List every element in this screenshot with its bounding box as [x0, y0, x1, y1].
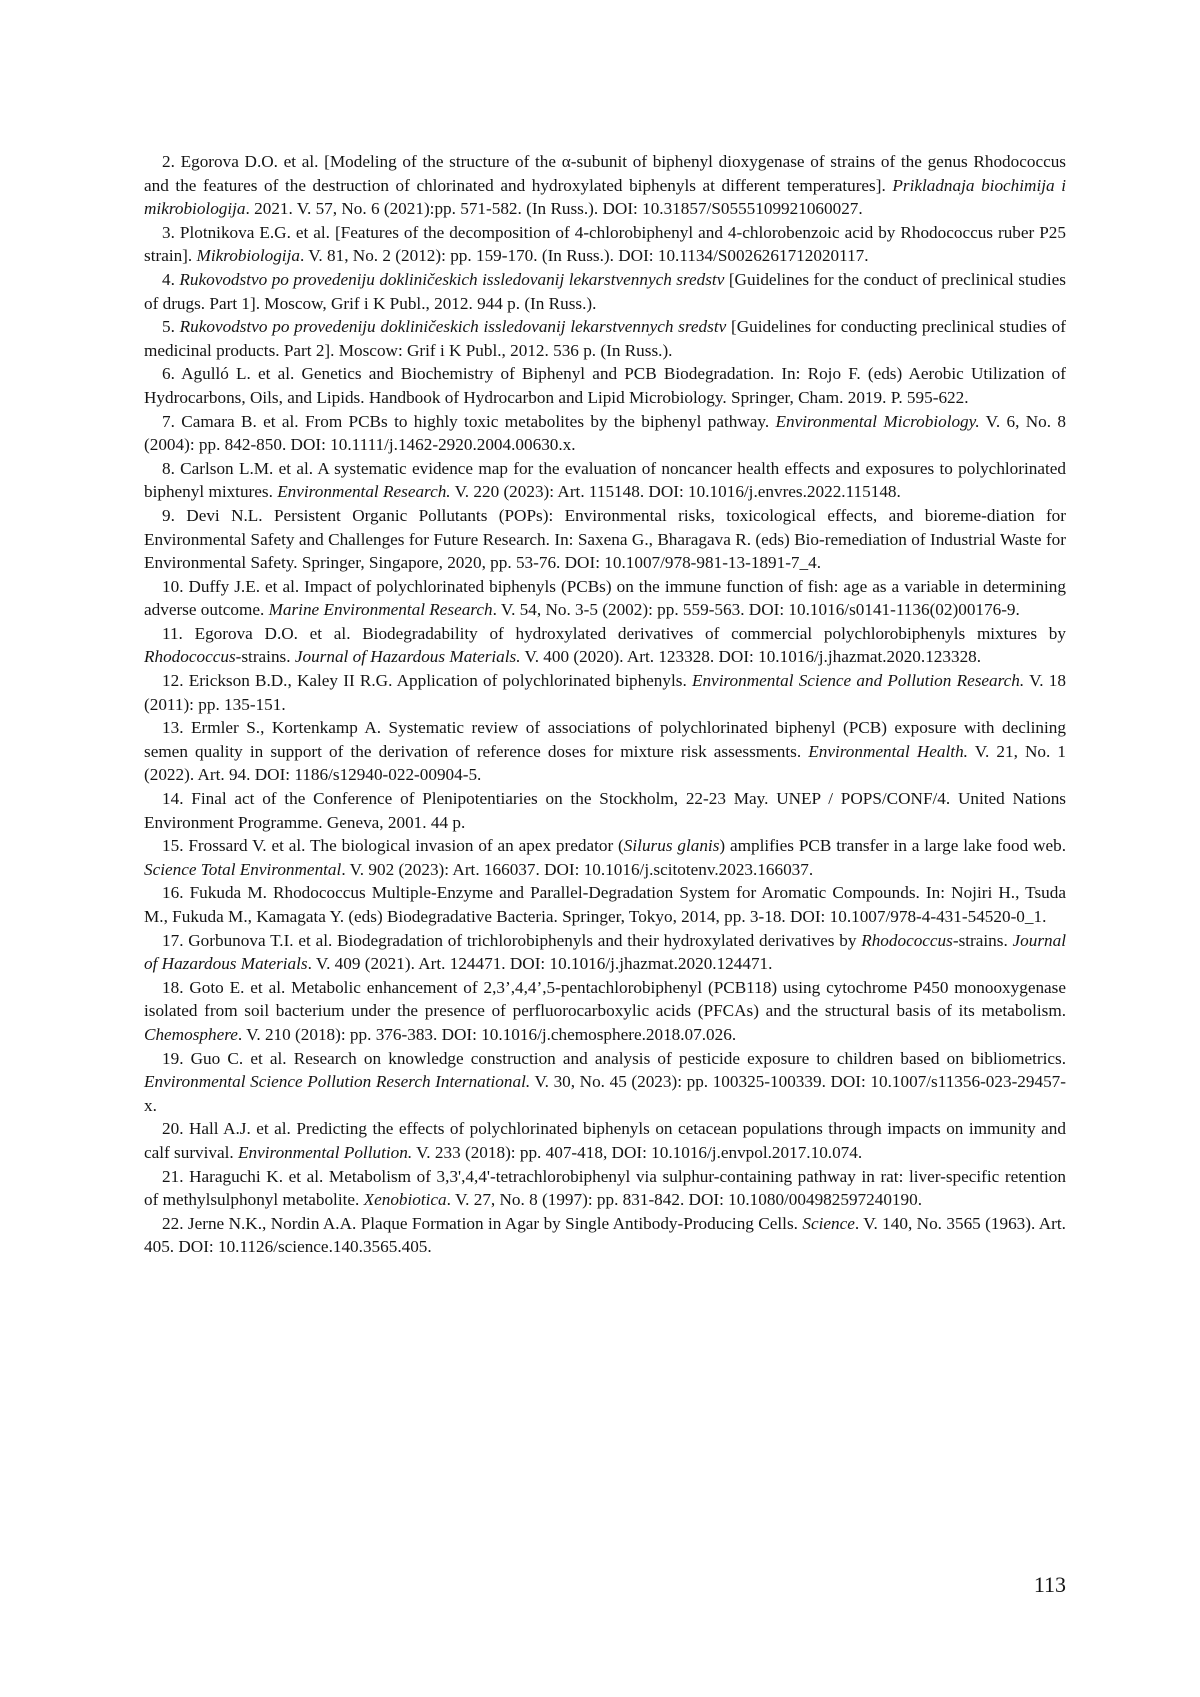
reference-item: [144, 669, 1066, 716]
reference-item: [144, 457, 1066, 504]
reference-source-title: Rukovodstvo po provedeniju dokliničeskich issledovanij lekarstvennych sredstv: [179, 270, 724, 289]
reference-text: Camara B. et al. From PCBs to highly toxic metabolites by the biphenyl pathway.: [175, 412, 776, 431]
reference-text: [Guidelines for conducting preclinical studies of medicinal products. Part 2]. Moscow: Grif i K Publ., 2012. 536 p. (In Russ.).: [144, 317, 1066, 360]
reference-item: [144, 929, 1066, 976]
reference-text: Goto E. et al. Metabolic enhancement of 2,3’,4,4’,5-pentachlorobiphenyl (PCB118) using cytochrome P450 monooxygenase isolated from soil bacterium under the presence of perfluorocarboxylic acids (PFCAs) and the structural basis of its metabolism.: [144, 978, 1066, 1021]
reference-number: 11.: [162, 624, 183, 643]
reference-number: 4.: [162, 270, 175, 289]
reference-source-title: Mikrobiologija: [197, 246, 300, 265]
reference-item: [144, 504, 1066, 575]
reference-number: 22.: [162, 1214, 183, 1233]
reference-item: [144, 268, 1066, 315]
reference-text: V. 21, No. 1 (2022). Art. 94. DOI: 1186/s12940-022-00904-5.: [144, 742, 1066, 785]
reference-text: Ermler S., Kortenkamp A. Systematic review of associations of polychlorinated biphenyl (PCB) exposure with declining semen quality in support of the derivation of reference doses for mixture risk assessments.: [144, 718, 1066, 761]
reference-item: [144, 150, 1066, 221]
reference-source-title: Rhodococcus: [861, 931, 953, 950]
reference-source-title: Environmental Research.: [277, 482, 450, 501]
reference-number: 13.: [162, 718, 183, 737]
reference-number: 21.: [162, 1167, 183, 1186]
reference-item: [144, 575, 1066, 622]
reference-item: [144, 834, 1066, 881]
reference-number: 7.: [162, 412, 175, 431]
reference-number: 8.: [162, 459, 175, 478]
reference-number: 2.: [162, 152, 175, 171]
reference-text: . V. 902 (2023): Art. 166037. DOI: 10.1016/j.scitotenv.2023.166037.: [341, 860, 813, 879]
reference-number: 19.: [162, 1049, 183, 1068]
reference-item: [144, 881, 1066, 928]
reference-text: Erickson B.D., Kaley II R.G. Application of polychlorinated biphenyls.: [183, 671, 691, 690]
reference-text: Hall A.J. et al. Predicting the effects of polychlorinated biphenyls on cetacean populations through impacts on immunity and calf survival.: [144, 1119, 1066, 1162]
reference-number: 12.: [162, 671, 183, 690]
reference-source-title: Prikladnaja biochimija i mikrobiologija: [144, 176, 1066, 219]
reference-text: Haraguchi K. et al. Metabolism of 3,3',4,4'-tetrachlorobiphenyl via sulphur-containing pathway in rat: liver-specific retention of methylsulphonyl metabolite.: [144, 1167, 1066, 1210]
reference-text: V. 400 (2020). Art. 123328. DOI: 10.1016/j.jhazmat.2020.123328.: [521, 647, 982, 666]
reference-source-title: Xenobiotica: [364, 1190, 447, 1209]
reference-item: [144, 976, 1066, 1047]
reference-text: V. 30, No. 45 (2023): pp. 100325-100339. DOI: 10.1007/s11356-023-29457-x.: [144, 1072, 1066, 1115]
reference-number: 14.: [162, 789, 183, 808]
reference-text: Plotnikova E.G. et al. [Features of the decomposition of 4-chlorobiphenyl and 4-chlorobenzoic acid by Rhodococcus ruber P25 strain].: [144, 223, 1066, 266]
reference-list: [144, 150, 1066, 1259]
reference-source-title: Silurus glanis: [624, 836, 720, 855]
reference-number: 3.: [162, 223, 175, 242]
reference-source-title: Environmental Microbiology.: [776, 412, 980, 431]
reference-item: [144, 1165, 1066, 1212]
reference-text: Carlson L.M. et al. A systematic evidence map for the evaluation of noncancer health effects and exposures to polychlorinated biphenyl mixtures.: [144, 459, 1066, 502]
reference-source-title: Journal of Hazardous Materials: [144, 931, 1066, 974]
reference-text: [Guidelines for the conduct of preclinical studies of drugs. Part 1]. Moscow, Grif i K Publ., 2012. 944 p. (In Russ.).: [144, 270, 1066, 313]
reference-number: 17.: [162, 931, 183, 950]
reference-text: . V. 210 (2018): pp. 376-383. DOI: 10.1016/j.chemosphere.2018.07.026.: [238, 1025, 736, 1044]
reference-number: 16.: [162, 883, 183, 902]
reference-number: 20.: [162, 1119, 183, 1138]
reference-item: [144, 362, 1066, 409]
reference-text: Egorova D.O. et al. [Modeling of the structure of the α-subunit of biphenyl dioxygenase of strains of the genus Rhodococcus and the features of the destruction of chlorinated and hydroxylated biphenyls at different temperatures].: [144, 152, 1066, 195]
reference-item: [144, 787, 1066, 834]
reference-source-title: Environmental Science and Pollution Research.: [692, 671, 1024, 690]
reference-text: . V. 54, No. 3-5 (2002): pp. 559-563. DOI: 10.1016/s0141-1136(02)00176-9.: [493, 600, 1020, 619]
reference-text: . V. 81, No. 2 (2012): pp. 159-170. (In Russ.). DOI: 10.1134/S0026261712020117.: [300, 246, 869, 265]
reference-text: V. 220 (2023): Art. 115148. DOI: 10.1016/j.envres.2022.115148.: [451, 482, 901, 501]
reference-source-title: Environmental Science Pollution Reserch International.: [144, 1072, 530, 1091]
reference-text: ) amplifies PCB transfer in a large lake food web.: [719, 836, 1066, 855]
reference-text: Jerne N.K., Nordin A.A. Plaque Formation in Agar by Single Antibody-Producing Cells.: [183, 1214, 802, 1233]
reference-source-title: Journal of Hazardous Materials.: [295, 647, 521, 666]
reference-text: Egorova D.O. et al. Biodegradability of hydroxylated derivatives of commercial polychlorobiphenyls mixtures by: [183, 624, 1066, 643]
reference-number: 6.: [162, 364, 175, 383]
page-number: 113: [1034, 1572, 1066, 1598]
reference-text: Agulló L. et al. Genetics and Biochemistry of Biphenyl and PCB Biodegradation. In: Rojo F. (eds) Aerobic Utilization of Hydrocarbons, Oils, and Lipids. Handbook of Hydrocarbon and Lipid Microbiology. Springer, Cham. 2019. P. 595-622.: [144, 364, 1066, 407]
reference-item: [144, 1117, 1066, 1164]
reference-number: 5.: [162, 317, 175, 336]
reference-text: V. 18 (2011): pp. 135-151.: [144, 671, 1066, 714]
reference-item: [144, 622, 1066, 669]
reference-text: . V. 140, No. 3565 (1963). Art. 405. DOI: 10.1126/science.140.3565.405.: [144, 1214, 1066, 1257]
reference-text: . V. 27, No. 8 (1997): pp. 831-842. DOI: 10.1080/004982597240190.: [447, 1190, 922, 1209]
reference-source-title: Environmental Health.: [808, 742, 968, 761]
reference-text: Guo C. et al. Research on knowledge construction and analysis of pesticide exposure to children based on bibliometrics.: [183, 1049, 1066, 1068]
reference-number: 10.: [162, 577, 183, 596]
reference-text: . V. 409 (2021). Art. 124471. DOI: 10.1016/j.jhazmat.2020.124471.: [308, 954, 773, 973]
reference-item: [144, 410, 1066, 457]
reference-text: . 2021. V. 57, No. 6 (2021):pp. 571-582. (In Russ.). DOI: 10.31857/S0555109921060027.: [246, 199, 863, 218]
reference-item: [144, 716, 1066, 787]
reference-text: Frossard V. et al. The biological invasion of an apex predator (: [183, 836, 623, 855]
reference-text: Gorbunova T.I. et al. Biodegradation of trichlorobiphenyls and their hydroxylated derivatives by: [183, 931, 861, 950]
reference-source-title: Science: [802, 1214, 854, 1233]
reference-text: Final act of the Conference of Plenipotentiaries on the Stockholm, 22-23 May. UNEP / POPS/CONF/4. United Nations Environment Programme. Geneva, 2001. 44 p.: [144, 789, 1066, 832]
reference-source-title: Rhodococcus: [144, 647, 236, 666]
reference-text: -strains.: [953, 931, 1013, 950]
reference-item: [144, 315, 1066, 362]
reference-text: Fukuda M. Rhodococcus Multiple-Enzyme and Parallel-Degradation System for Aromatic Compounds. In: Nojiri H., Tsuda M., Fukuda M., Kamagata Y. (eds) Biodegradative Bacteria. Springer, Tokyo, 2014, pp. 3-18. DOI: 10.1007/978-4-431-54520-0_1.: [144, 883, 1066, 926]
reference-source-title: Science Total Environmental: [144, 860, 341, 879]
reference-source-title: Marine Environmental Research: [269, 600, 493, 619]
reference-item: [144, 221, 1066, 268]
reference-text: -strains.: [236, 647, 295, 666]
reference-source-title: Chemosphere: [144, 1025, 238, 1044]
reference-number: 15.: [162, 836, 183, 855]
reference-item: [144, 1212, 1066, 1259]
reference-source-title: Rukovodstvo po provedeniju dokliničeskich issledovanij lekarstvennych sredstv: [180, 317, 727, 336]
reference-number: 18.: [162, 978, 183, 997]
reference-source-title: Environmental Pollution.: [238, 1143, 412, 1162]
reference-item: [144, 1047, 1066, 1118]
reference-text: V. 6, No. 8 (2004): pp. 842-850. DOI: 10.1111/j.1462-2920.2004.00630.x.: [144, 412, 1066, 455]
reference-number: 9.: [162, 506, 175, 525]
reference-text: V. 233 (2018): pp. 407-418, DOI: 10.1016/j.envpol.2017.10.074.: [412, 1143, 862, 1162]
reference-text: Duffy J.E. et al. Impact of polychlorinated biphenyls (PCBs) on the immune function of fish: age as a variable in determining adverse outcome.: [144, 577, 1066, 620]
reference-text: Devi N.L. Persistent Organic Pollutants (POPs): Environmental risks, toxicological effects, and bioreme-diation for Environmental Safety and Challenges for Future Research. In: Saxena G., Bharagava R. (eds) Bio-remediation of Industrial Waste for Environmental Safety. Springer, Singapore, 2020, pp. 53-76. DOI: 10.1007/978-981-13-1891-7_4.: [144, 506, 1066, 572]
